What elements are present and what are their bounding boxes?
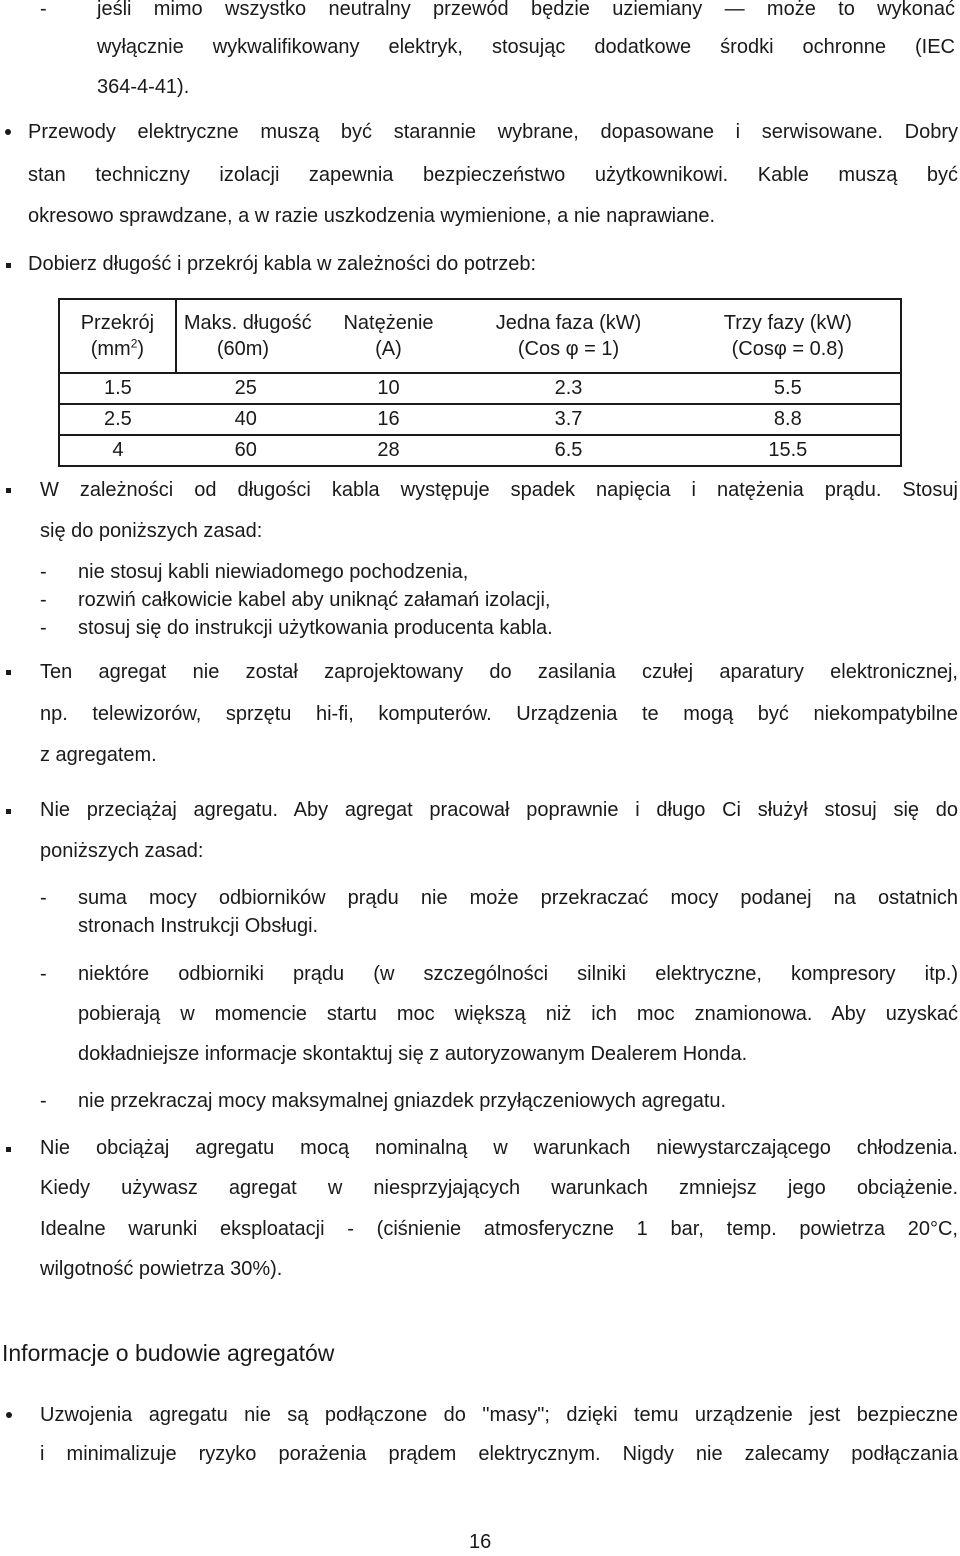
overload-item-2-line-3: dokładniejsze informacje skontaktuj się z autoryzowanym Dealerem Honda.	[78, 1043, 748, 1065]
table-cell: 5.5	[676, 373, 901, 404]
header-three-phase: Trzy fazy (kW) (Cosφ = 0.8)	[676, 299, 901, 373]
table-cell: 6.5	[461, 435, 675, 466]
overload-item-2-line-2: pobierają w momencie startu moc większą niż ich moc znamionowa. Aby uzyskać	[78, 1003, 958, 1025]
cooling-line-2: Kiedy używasz agregat w niesprzyjających warunkach zmniejsz jego obciążenie.	[40, 1177, 958, 1199]
wires-line-3: okresowo sprawdzane, a w razie uszkodzenia wymienione, a nie naprawiane.	[28, 205, 716, 227]
bullet-square	[6, 263, 11, 268]
bullet-square	[6, 1147, 11, 1152]
overload-line-1: Nie przeciążaj agregatu. Aby agregat pracował poprawnie i długo Ci służył stosuj się do	[40, 799, 958, 821]
table-row	[59, 404, 901, 435]
table-cell: 40	[176, 404, 316, 435]
bullet-dot	[6, 1412, 12, 1418]
neutral-wire-line-1: jeśli mimo wszystko neutralny przewód będzie uziemiany — może to wykonać	[97, 0, 955, 20]
bullet-square	[6, 488, 11, 493]
dash-marker: -	[40, 561, 47, 583]
neutral-wire-line-2: wyłącznie wykwalifikowany elektryk, stosując dodatkowe środki ochronne (IEC	[97, 36, 955, 58]
table-cell: 1.5	[59, 373, 176, 404]
header-max-length: Maks. długość (60m)	[176, 299, 316, 373]
dash-marker: -	[40, 963, 47, 985]
table-row	[59, 373, 901, 404]
overload-item-2-line-1: niektóre odbiorniki prądu (w szczególności silniki elektryczne, kompresory itp.)	[78, 963, 958, 985]
rule-item: nie stosuj kabli niewiadomego pochodzenia,	[78, 561, 469, 583]
dash-marker: -	[40, 1090, 47, 1112]
voltage-drop-line-1: W zależności od długości kabla występuje spadek napięcia i natężenia prądu. Stosuj	[40, 479, 958, 501]
sensitive-line-2: np. telewizorów, sprzętu hi-fi, komputerów. Urządzenia te mogą być niekompatybilne	[40, 703, 958, 725]
section-heading: Informacje o budowie agregatów	[2, 1340, 335, 1366]
dash-marker: -	[40, 887, 47, 909]
rule-item: stosuj się do instrukcji użytkowania producenta kabla.	[78, 617, 553, 639]
rule-item: rozwiń całkowicie kabel aby uniknąć załamań izolacji,	[78, 589, 551, 611]
wires-line-1: Przewody elektryczne muszą być starannie wybrane, dopasowane i serwisowane. Dobry	[28, 121, 958, 143]
header-cross-section: Przekrój $(mm^2)$	[59, 299, 176, 373]
cooling-line-3: Idealne warunki eksploatacji - (ciśnienie atmosferyczne 1 bar, temp. powietrza 20°C,	[40, 1218, 958, 1240]
cooling-line-1: Nie obciążaj agregatu mocą nominalną w warunkach niewystarczającego chłodzenia.	[40, 1137, 958, 1159]
dash-marker: -	[40, 589, 47, 611]
table-cell: 3.7	[461, 404, 675, 435]
page-number: 16	[469, 1531, 492, 1553]
dash-marker: -	[40, 0, 47, 20]
sensitive-line-1: Ten agregat nie został zaprojektowany do zasilania czułej aparatury elektronicznej,	[40, 661, 958, 683]
cable-table	[58, 298, 902, 467]
table-cell: 4	[59, 435, 176, 466]
table-cell: 25	[176, 373, 316, 404]
overload-item-1-line-2: stronach Instrukcji Obsługi.	[78, 915, 319, 937]
table-header-row	[59, 299, 901, 373]
wires-line-2: stan techniczny izolacji zapewnia bezpieczeństwo użytkownikowi. Kable muszą być	[28, 164, 958, 186]
table-cell: 60	[176, 435, 316, 466]
header-current: Natężenie (A)	[316, 299, 462, 373]
header-single-phase: Jedna faza (kW) (Cos φ = 1)	[461, 299, 675, 373]
voltage-drop-line-2: się do poniższych zasad:	[40, 520, 263, 542]
dash-marker: -	[40, 617, 47, 639]
neutral-wire-line-3: 364-4-41).	[97, 76, 190, 98]
table-cell: 10	[316, 373, 462, 404]
table-cell: 28	[316, 435, 462, 466]
table-row	[59, 435, 901, 466]
bullet-square	[6, 809, 11, 814]
bullet-dot	[5, 129, 11, 135]
table-cell: 2.5	[59, 404, 176, 435]
cooling-line-4: wilgotność powietrza 30%).	[40, 1258, 283, 1280]
bullet-square	[6, 670, 11, 675]
sensitive-line-3: z agregatem.	[40, 744, 157, 766]
overload-item-3: nie przekraczaj mocy maksymalnej gniazdek przyłączeniowych agregatu.	[78, 1090, 727, 1112]
overload-line-2: poniższych zasad:	[40, 840, 204, 862]
table-cell: 8.8	[676, 404, 901, 435]
choose-length-text: Dobierz długość i przekrój kabla w zależności do potrzeb:	[28, 253, 537, 275]
table-cell: 2.3	[461, 373, 675, 404]
windings-line-2: i minimalizuje ryzyko porażenia prądem elektrycznym. Nigdy nie zalecamy podłączania	[40, 1443, 958, 1465]
windings-line-1: Uzwojenia agregatu nie są podłączone do "masy"; dzięki temu urządzenie jest bezpieczne	[40, 1404, 958, 1426]
table-cell: 15.5	[676, 435, 901, 466]
overload-item-1-line-1: suma mocy odbiorników prądu nie może przekraczać mocy podanej na ostatnich	[78, 887, 958, 909]
table-cell: 16	[316, 404, 462, 435]
